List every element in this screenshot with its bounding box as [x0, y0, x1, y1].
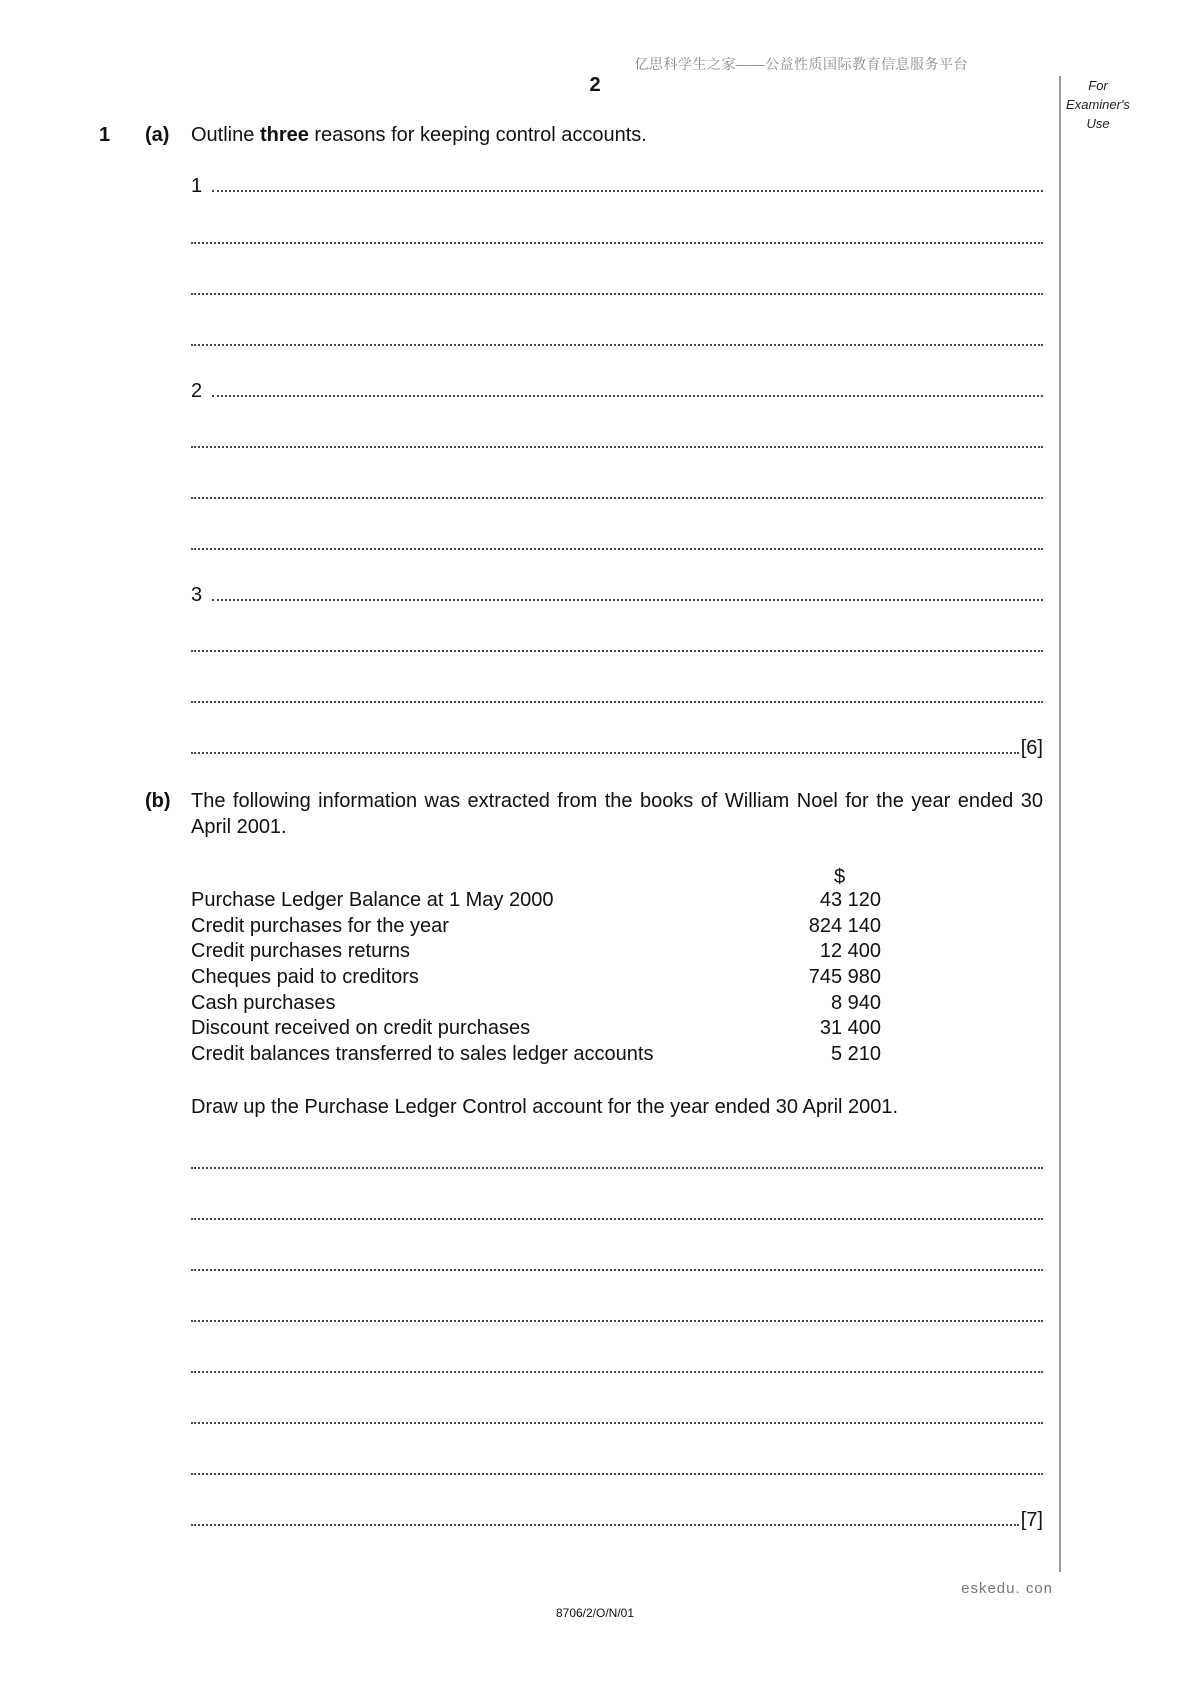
part-b-label: (b)	[145, 790, 171, 812]
answer-line[interactable]	[191, 1251, 1043, 1275]
answer-line[interactable]	[191, 275, 1043, 299]
answer-line[interactable]	[191, 581, 1043, 605]
ledger-data-table	[191, 888, 881, 1068]
table-row	[191, 1042, 881, 1068]
row-label: Cash purchases	[191, 991, 336, 1014]
answer-line[interactable]	[191, 1302, 1043, 1326]
currency-header: $	[834, 866, 846, 888]
answer-line[interactable]	[191, 1506, 1043, 1530]
answer-line[interactable]	[191, 530, 1043, 554]
table-row	[191, 888, 881, 914]
answer-line[interactable]	[191, 632, 1043, 656]
examiner-use-label	[1058, 76, 1138, 133]
table-row	[191, 1016, 881, 1042]
answer-number: 1	[191, 175, 203, 197]
prompt-text: Outline	[191, 124, 260, 146]
row-label: Credit purchases for the year	[191, 914, 449, 937]
paper-code: 8706/2/O/N/01	[555, 1606, 635, 1620]
table-row	[191, 991, 881, 1017]
answer-line[interactable]	[191, 1404, 1043, 1428]
answer-line[interactable]	[191, 224, 1043, 248]
row-amount: 5 210	[830, 1043, 881, 1066]
marks-label: [6]	[1020, 737, 1043, 759]
row-amount: 824 140	[808, 914, 881, 937]
row-amount: 8 940	[830, 991, 881, 1014]
table-row	[191, 914, 881, 940]
part-b-intro: The following information was extracted from the books of William Noel for the year ended 30 April 2001.	[191, 790, 1043, 838]
prompt-text: reasons for keeping control accounts.	[308, 124, 647, 146]
watermark-text: 亿思科学生之家——公益性质国际教育信息服务平台	[634, 56, 968, 72]
row-label: Cheques paid to creditors	[191, 966, 419, 989]
examiner-margin-rule	[1059, 76, 1061, 1572]
answer-line[interactable]	[191, 172, 1043, 196]
examiner-label-line: Examiner's	[1066, 97, 1130, 112]
table-row	[191, 939, 881, 965]
answer-line[interactable]	[191, 377, 1043, 401]
part-a-prompt	[191, 124, 647, 147]
page-number: 2	[589, 74, 601, 96]
row-label: Credit purchases returns	[191, 940, 410, 963]
row-label: Credit balances transferred to sales ledger accounts	[191, 1043, 654, 1066]
row-label: Purchase Ledger Balance at 1 May 2000	[191, 889, 554, 911]
examiner-label-line: Use	[1086, 116, 1110, 131]
part-b-instruction: Draw up the Purchase Ledger Control account for the year ended 30 April 2001.	[191, 1096, 899, 1118]
answer-line[interactable]	[191, 326, 1043, 350]
answer-line[interactable]	[191, 1455, 1043, 1479]
examiner-label-line: For	[1088, 78, 1108, 93]
table-row	[191, 965, 881, 991]
row-amount: 745 980	[808, 966, 881, 989]
answer-line[interactable]	[191, 1200, 1043, 1224]
prompt-emphasis: three	[259, 124, 309, 146]
footer-site-watermark: eskedu. con	[961, 1580, 1053, 1597]
row-amount: 43 120	[819, 889, 881, 911]
row-amount: 12 400	[819, 940, 881, 963]
answer-line[interactable]	[191, 683, 1043, 707]
answer-line[interactable]	[191, 1149, 1043, 1173]
marks-label: [7]	[1020, 1509, 1043, 1531]
answer-line[interactable]	[191, 734, 1043, 758]
question-number: 1	[99, 124, 111, 146]
answer-line[interactable]	[191, 479, 1043, 503]
part-a-label: (a)	[145, 124, 170, 146]
answer-number: 3	[191, 584, 203, 606]
row-amount: 31 400	[819, 1017, 881, 1040]
answer-line[interactable]	[191, 428, 1043, 452]
row-label: Discount received on credit purchases	[191, 1017, 531, 1040]
answer-line[interactable]	[191, 1353, 1043, 1377]
answer-number: 2	[191, 380, 203, 402]
